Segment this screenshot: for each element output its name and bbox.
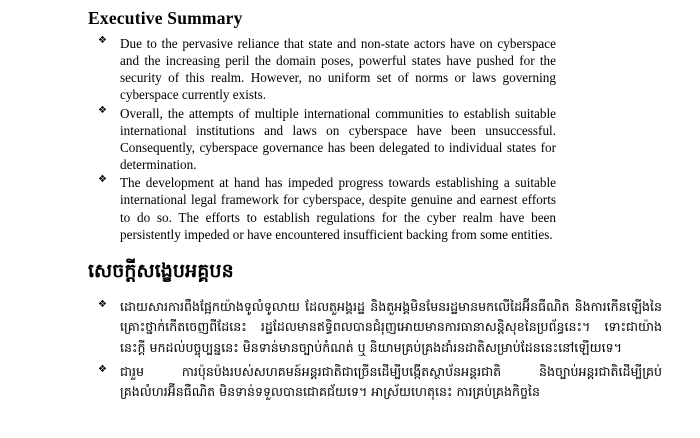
page-title-khmer-summary: សេចក្ដីសង្ខេបអគ្គបន xyxy=(88,259,234,282)
page-title-executive-summary: Executive Summary xyxy=(88,8,243,28)
bullet-marker-icon: ❖ xyxy=(98,174,107,186)
list-item xyxy=(98,174,556,243)
document-page xyxy=(0,8,700,438)
list-item-text: ដោយសារការពឹងផ្អែកយ៉ាងទូលំទូលាយ ដែលតួអង្គរដ្ឋ និងតួអង្គមិនមែនរដ្ឋមានមកលើដៃអ៊ីនធឺណិត និងការកើនឡើងនៃគ្រោះថ្នាក់កើតចេញពីដែនេះ រដ្ឋដែលមានឥទ្ធិពលបានជំរុញអោយមានការធានាសន្តិសុខនៃប្រព័ន្ធនេះ។ ទោះជាយ៉ាងនេះក្ដី មកដល់បច្ចុប្បន្ននេះ មិនទាន់មានច្បាប់កំណត់ ឬ និយាមគ្រប់គ្រងដាំរនដាតិសម្រាប់ដែននេះនៅឡើយទេ។ xyxy=(120,298,662,355)
list-item xyxy=(98,362,662,403)
list-item xyxy=(98,35,556,104)
bullet-marker-icon: ❖ xyxy=(98,298,107,310)
bullet-marker-icon: ❖ xyxy=(98,364,107,376)
list-item xyxy=(98,105,556,174)
list-item-text: ជារួម ការប៉ុនប៉ងរបស់សហគមន៍អន្តរជាតិជាច្រើនដើម្បីបង្កើតស្ថាប័នអន្តរជាតិ និងច្បាប់អន្តរជាតិដើម្បីគ្រប់គ្រងលំហរអ៊ីនធឺណិត មិនទាន់ទទួលបានជោគជ័យទេ។ អាស្រ័យហេតុនេះ ការគ្រប់គ្រងកិច្ចនៃ xyxy=(120,364,662,400)
executive-summary-bullet-list xyxy=(98,35,556,243)
bullet-marker-icon: ❖ xyxy=(98,35,107,46)
bullet-marker-icon: ❖ xyxy=(98,104,107,116)
list-item-text: Due to the pervasive reliance that state and non-state actors have on cyberspace and the increasing peril the domain poses, powerful states have pushed for the security of this realm. However, no uniform set of norms or laws governing cyberspace currently exists. xyxy=(120,36,556,103)
khmer-summary-bullet-list xyxy=(98,297,662,403)
list-item xyxy=(98,297,662,358)
list-item-text: Overall, the attempts of multiple international communities to establish suitable international institutions and laws on cyberspace have been unsuccessful. Consequently, cyberspace governance has been delegated to individual states for determination. xyxy=(120,105,556,173)
list-item-text: The development at hand has impeded progress towards establishing a suitable international legal framework for cyberspace, despite genuine and earnest efforts to do so. The efforts to establish regulations for the cyber realm have been persistently impeded or have encountered insufficient backing from some entities. xyxy=(120,175,556,242)
